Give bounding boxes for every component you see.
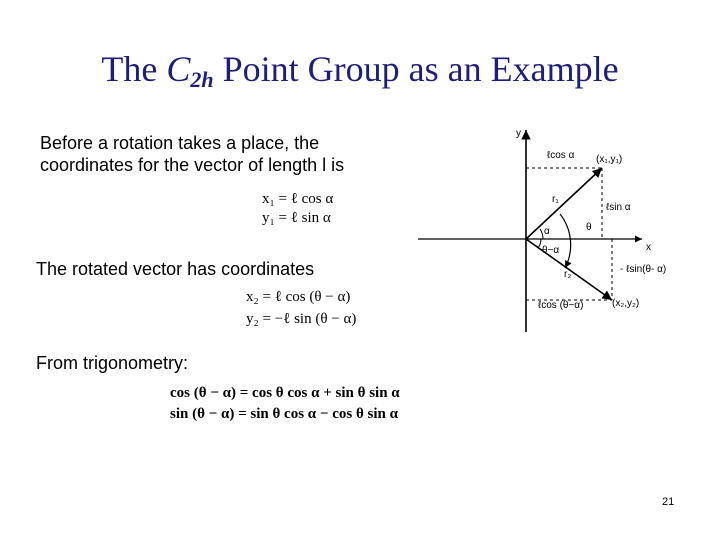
intro-line-2: coordinates for the vector of length l is (40, 155, 345, 175)
lcos-theta-alpha-label: ℓcos (θ−α) (538, 300, 584, 311)
equation-x2: x₂ = ℓ cos (θ − α) (246, 289, 351, 305)
point-1-label: (x₁,y₁) (596, 154, 623, 165)
equation-x1: x₁ = ℓ cos α (262, 191, 334, 207)
y-axis-label: y (516, 128, 521, 139)
x-axis-label: x (646, 242, 651, 253)
page-number: 21 (662, 496, 675, 508)
lsin-theta-alpha-label: - ℓsin(θ- α) (620, 264, 667, 275)
r2-label: r₂ (564, 269, 572, 280)
trig-identity-sin: sin (θ − α) = sin θ cos α − cos θ sin α (170, 406, 399, 422)
theta-minus-alpha-label: θ−α (542, 245, 560, 256)
trig-paragraph: From trigonometry: (36, 353, 189, 373)
theta-label: θ (586, 222, 592, 233)
lcos-alpha-label: ℓcos α (547, 150, 575, 161)
equation-y1: y₁ = ℓ sin α (262, 210, 331, 226)
r1-label: r₁ (552, 194, 559, 205)
rotated-paragraph: The rotated vector has coordinates (36, 259, 315, 279)
slide-title: The $C_{2h}$ Point Group as an Example (101, 49, 619, 92)
rotation-diagram (410, 120, 667, 335)
rotation-arc (560, 214, 571, 268)
intro-line-1: Before a rotation takes a place, the (40, 133, 320, 153)
equation-y2: y₂ = −ℓ sin (θ − α) (246, 311, 357, 327)
trig-identity-cos: cos (θ − α) = cos θ cos α + sin θ sin α (170, 385, 400, 401)
point-2-label: (x₂,y₂) (612, 298, 640, 309)
lsin-alpha-label: ℓsin α (606, 202, 631, 213)
alpha-label: α (544, 226, 550, 237)
intro-paragraph (40, 132, 344, 176)
